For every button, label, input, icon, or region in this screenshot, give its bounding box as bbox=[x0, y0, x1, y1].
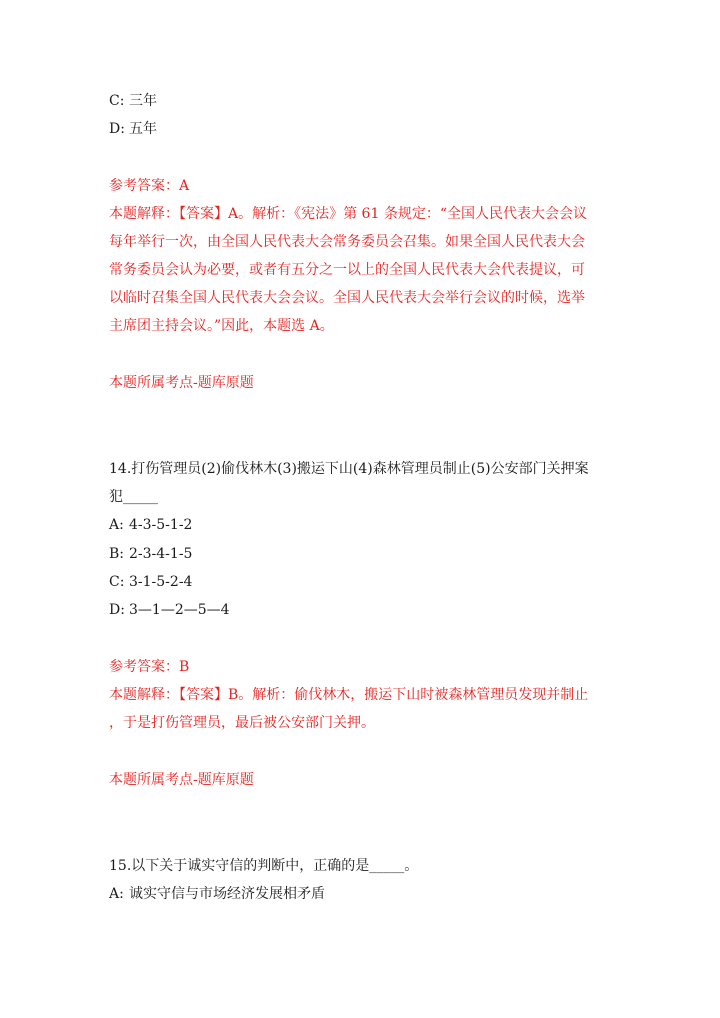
option-letter: D: bbox=[109, 121, 125, 137]
q14-question-line: 犯_____ bbox=[109, 489, 158, 505]
q13-explanation-line: 每年举行一次，由全国人民代表大会常务委员会召集。如果全国人民代表大会 bbox=[109, 234, 585, 250]
option-text: 3-1-5-2-4 bbox=[129, 574, 193, 590]
option-letter: A: bbox=[109, 517, 124, 533]
q13-answer: 参考答案：A bbox=[109, 178, 190, 194]
q13-source: 本题所属考点-题库原题 bbox=[109, 375, 254, 391]
q14-option-d bbox=[109, 601, 629, 619]
option-letter: D: bbox=[109, 602, 125, 618]
option-letter: A: bbox=[109, 886, 124, 902]
q13-option-c bbox=[109, 92, 629, 110]
q13-option-d bbox=[109, 120, 629, 138]
q14-option-a bbox=[109, 516, 629, 534]
option-text: 2-3-4-1-5 bbox=[129, 546, 193, 562]
q13-explanation-line: 以临时召集全国人民代表大会会议。全国人民代表大会举行会议的时候，选举 bbox=[109, 290, 585, 306]
q14-question-line: 14.打伤管理员(2)偷伐林木(3)搬运下山(4)森林管理员制止(5)公安部门关押案 bbox=[109, 461, 589, 477]
q13-explanation-line: 主席团主持会议。”因此，本题选 A。 bbox=[109, 318, 334, 334]
q14-answer: 参考答案：B bbox=[109, 659, 190, 675]
q14-option-c bbox=[109, 573, 629, 591]
option-letter: C: bbox=[109, 93, 125, 109]
option-text: 4-3-5-1-2 bbox=[129, 517, 193, 533]
option-text: 三年 bbox=[129, 93, 157, 109]
option-text: 诚实守信与市场经济发展相矛盾 bbox=[129, 886, 325, 902]
q15-question-line: 15.以下关于诚实守信的判断中，正确的是_____。 bbox=[109, 858, 419, 874]
q13-explanation-line: 本题解释：【答案】A。解析：《宪法》第 61 条规定：“全国人民代表大会会议 bbox=[109, 206, 587, 222]
q14-option-b bbox=[109, 545, 629, 563]
q14-explanation-line: ，于是打伤管理员，最后被公安部门关押。 bbox=[109, 715, 375, 731]
option-text: 3—1—2—5—4 bbox=[129, 602, 230, 618]
option-text: 五年 bbox=[129, 121, 157, 137]
q15-option-a bbox=[109, 885, 629, 903]
option-letter: C: bbox=[109, 574, 125, 590]
option-letter: B: bbox=[109, 546, 125, 562]
q13-explanation-line: 常务委员会认为必要，或者有五分之一以上的全国人民代表大会代表提议，可 bbox=[109, 262, 585, 278]
q14-source: 本题所属考点-题库原题 bbox=[109, 772, 254, 788]
q14-explanation-line: 本题解释：【答案】B。解析：偷伐林木，搬运下山时被森林管理员发现并制止 bbox=[109, 687, 589, 703]
